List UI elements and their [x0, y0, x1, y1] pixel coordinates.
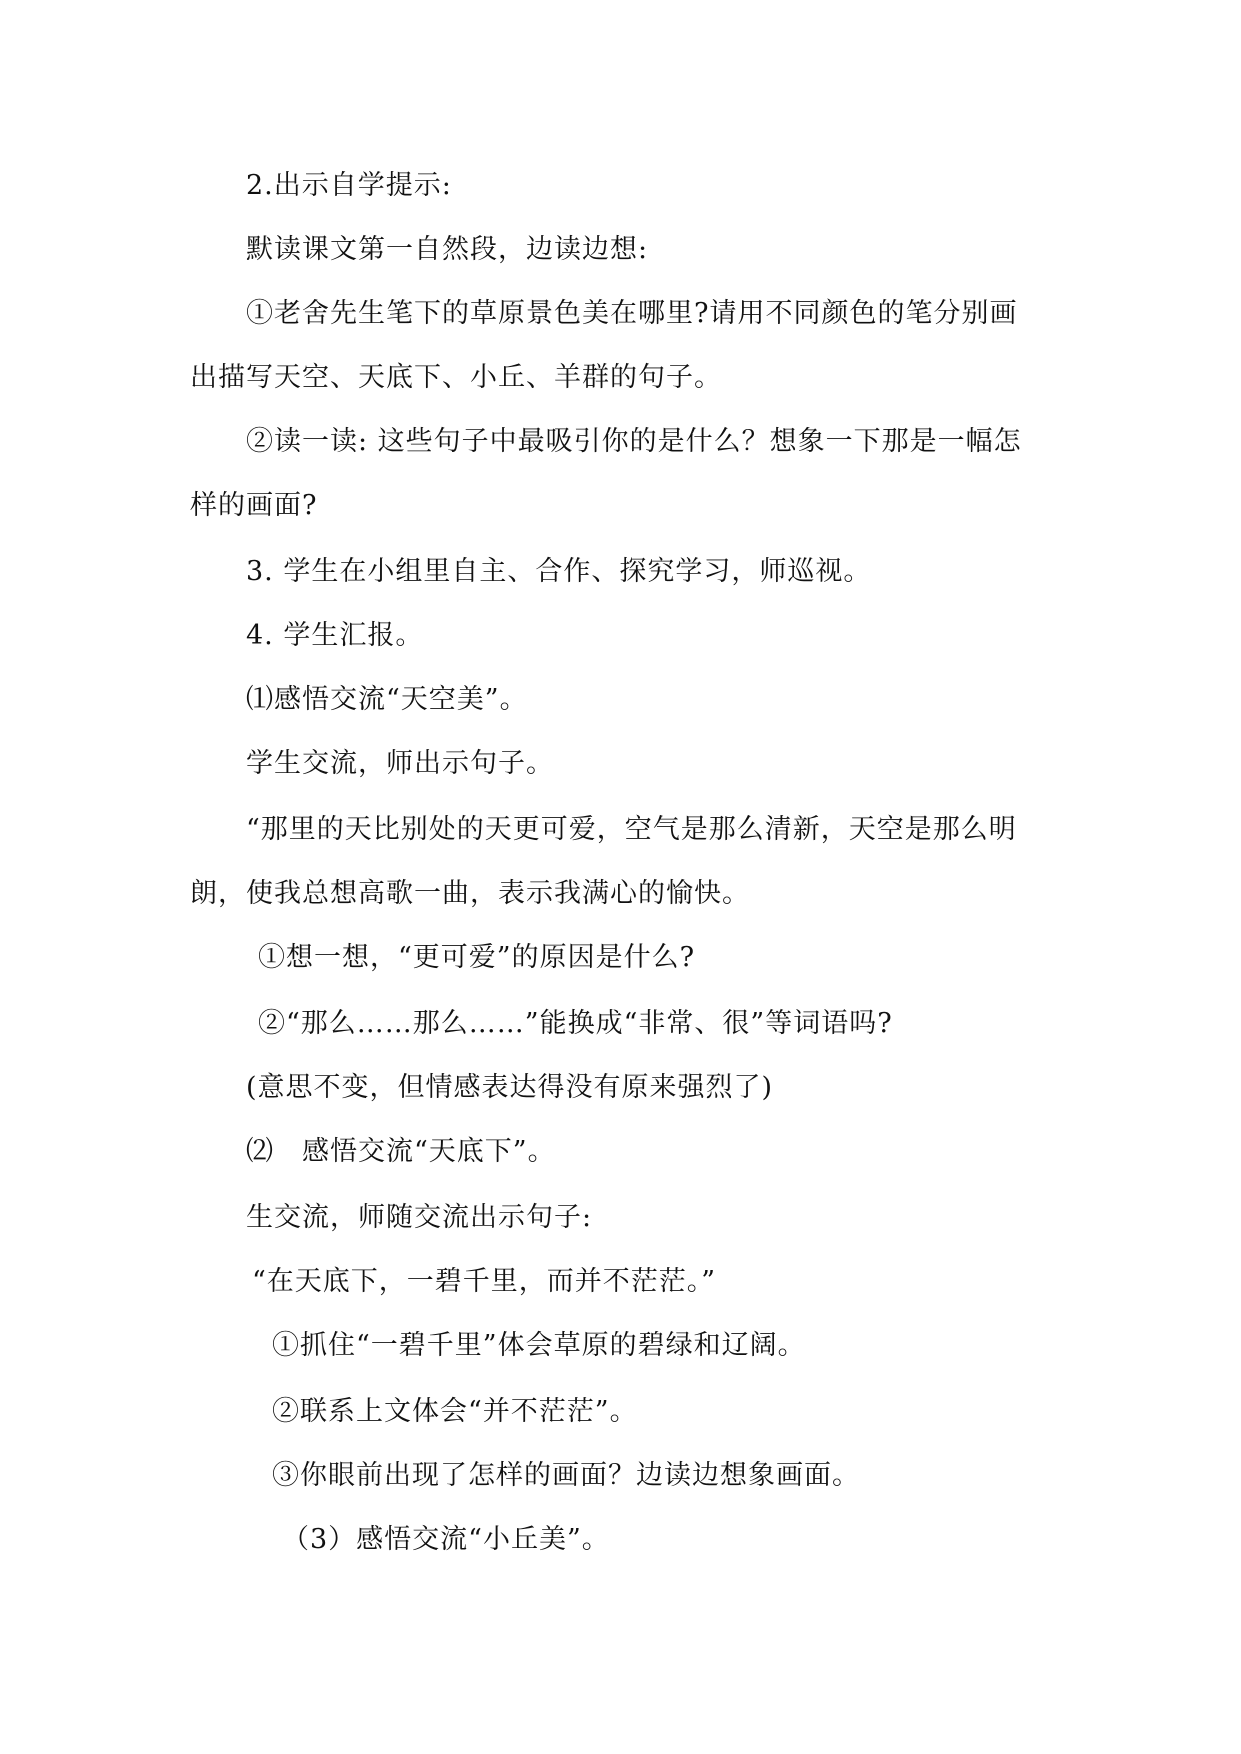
text-line-ground-exchange: 生交流，师随交流出示句子: [246, 1202, 593, 1233]
text-line-step-4: 4. 学生汇报。 [246, 620, 424, 651]
text-line-sky-note: (意思不变，但情感表达得没有原来强烈了) [246, 1072, 774, 1103]
text-line-step-2: 2.出示自学提示: [246, 170, 452, 201]
text-line-sky-heading: ⑴感悟交流“天空美”。 [246, 684, 528, 715]
text-line-sky-quote-part-2: 朗，使我总想高歌一曲，表示我满心的愉快。 [190, 878, 750, 909]
text-line-ground-point-3: ③你眼前出现了怎样的画面？边读边想象画面。 [272, 1460, 860, 1491]
text-line-step-3: 3. 学生在小组里自主、合作、探究学习，师巡视。 [246, 556, 872, 587]
text-line-sky-quote-part-1: “那里的天比别处的天更可爱，空气是那么清新，天空是那么明 [246, 814, 1017, 845]
text-line-ground-quote: “在天底下，一碧千里，而并不茫茫。” [252, 1266, 717, 1297]
text-line-ground-point-2: ②联系上文体会“并不茫茫”。 [272, 1396, 638, 1427]
text-line-sky-question-2: ②“那么……那么……”能换成“非常、很”等词语吗? [258, 1008, 893, 1039]
text-line-question-2-part-2: 样的画面? [190, 490, 318, 521]
text-line-ground-heading: ⑵ 感悟交流“天底下”。 [246, 1136, 556, 1167]
text-line-hill-heading: （3）感悟交流“小丘美”。 [282, 1524, 610, 1555]
text-line-read-instruction: 默读课文第一自然段，边读边想: [246, 234, 649, 265]
text-line-sky-exchange: 学生交流，师出示句子。 [246, 748, 554, 779]
text-line-sky-question-1: ①想一想，“更可爱”的原因是什么? [258, 942, 696, 973]
text-line-question-2-part-1: ②读一读: 这些句子中最吸引你的是什么？想象一下那是一幅怎 [246, 426, 1022, 457]
text-line-question-1-part-1: ①老舍先生笔下的草原景色美在哪里?请用不同颜色的笔分别画 [246, 298, 1018, 329]
text-line-ground-point-1: ①抓住“一碧千里”体会草原的碧绿和辽阔。 [272, 1330, 806, 1361]
text-line-question-1-part-2: 出描写天空、天底下、小丘、羊群的句子。 [190, 362, 722, 393]
